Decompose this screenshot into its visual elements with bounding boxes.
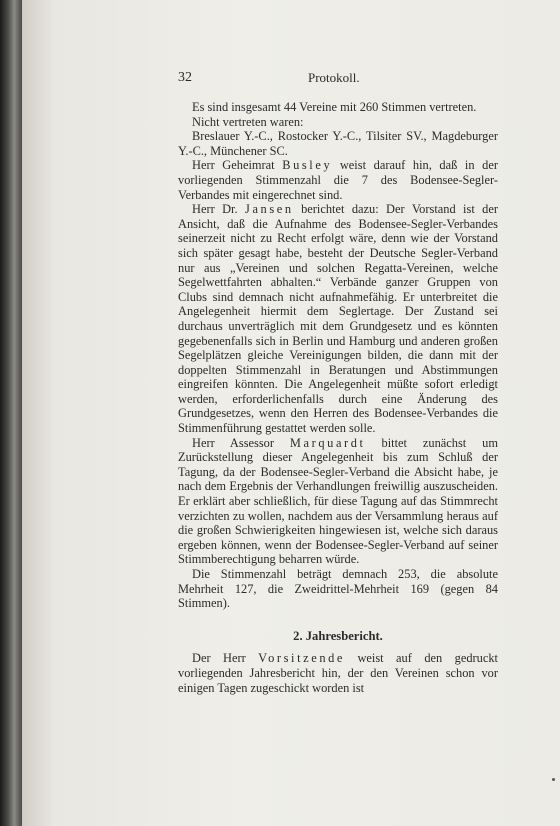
paragraph-jansen: [178, 202, 498, 436]
body-text: [178, 100, 498, 695]
paragraph-vorsitzende: [178, 651, 498, 695]
text-run: berichtet dazu: Der Vorstand ist der Ansicht, daß die Aufnahme des Bodensee-Segler-Verbandes seinerzeit nicht zu Recht erfolgt wäre, denn wie der Vorstand sich später gesagt habe, besteht der Deutsche Segler-Verband nur aus „Vereinen und solchen Regatta-Vereinen, welche Segelwettfahrten abhalten.“ Verbände ganzer Gruppen von Clubs sind demnach nicht aufnahmefähig. Er unterbreitet die Angelegenheit hiermit dem Seglertage. Der Zustand sei durchaus unverträglich mit dem Grundgesetz und es könnten gegebenenfalls sich in Berlin und Hamburg und anderen großen Segelplätzen gleiche Vereinigungen bilden, die dann mit der doppelten Stimmenzahl in Beratungen und Abstimmungen eingreifen könnten. Die Angelegenheit müßte sofort erledigt werden, erforderlichenfalls durch eine Änderung des Grundgesetzes, wenn den Herren des Bodensee-Verbandes die Stimmenführung gestattet werden solle.: [178, 202, 498, 436]
paragraph-vereine: Es sind insgesamt 44 Vereine mit 260 Stimmen vertreten.: [192, 100, 477, 114]
text-run: weist auf den gedruckt vorliegenden Jahresbericht hin, der den Vereinen schon vor einigen Tagen zugeschickt worden ist: [178, 651, 498, 695]
text-run: Herr Dr.: [192, 202, 246, 217]
speaker-name: Vorsitzende: [258, 651, 346, 666]
section-heading: 2. Jahresbericht.: [293, 628, 383, 643]
paragraph-marquardt: [178, 436, 498, 567]
page-number: 32: [178, 70, 192, 85]
text-run: weist darauf hin, daß in der vorliegenden Stimmenzahl die 7 des Bodensee-Segler-Verbandes mit eingerechnet sind.: [178, 158, 498, 202]
paragraph-nicht-vertreten: Nicht vertreten waren:: [192, 114, 304, 129]
page-header: [178, 70, 498, 90]
text-run: bittet zunächst um Zurückstellung dieser Angelegenheit bis zum Schluß der Tagung, da der Bodensee-Segler-Verband die Absicht habe, je nach dem Ergebnis der Verhandlungen freiwillig auszuscheiden. Er erklärt aber schließlich, für diese Tagung auf das Stimmrecht verzichten zu wollen, nachdem aus der Versammlung heraus auf die großen Schwierigkeiten hingewiesen ist, welche sich daraus ergeben können, wenn der Bodensee-Segler-Verband auf seiner Stimmberechtigung beharren würde.: [178, 435, 498, 567]
paragraph-clubs-list: Breslauer Y.-C., Rostocker Y.-C., Tilsiter SV., Magdeburger Y.-C., Münchener SC.: [178, 129, 498, 158]
speaker-name: Busley: [282, 158, 333, 173]
speaker-name: Jansen: [245, 202, 294, 217]
paragraph-stimmenzahl: Die Stimmenzahl beträgt demnach 253, die absolute Mehrheit 127, die Zweidrittel-Mehrheit 169 (gegen 84 Stimmen).: [178, 567, 498, 611]
text-run: Herr Geheimrat: [192, 158, 283, 173]
running-head: Protokoll.: [308, 70, 360, 85]
speaker-name: Marquardt: [289, 435, 366, 450]
paragraph-busley: [178, 158, 498, 202]
text-run: Der Herr: [192, 651, 259, 666]
text-run: Herr Assessor: [192, 435, 290, 450]
paper-speck: [552, 778, 555, 781]
